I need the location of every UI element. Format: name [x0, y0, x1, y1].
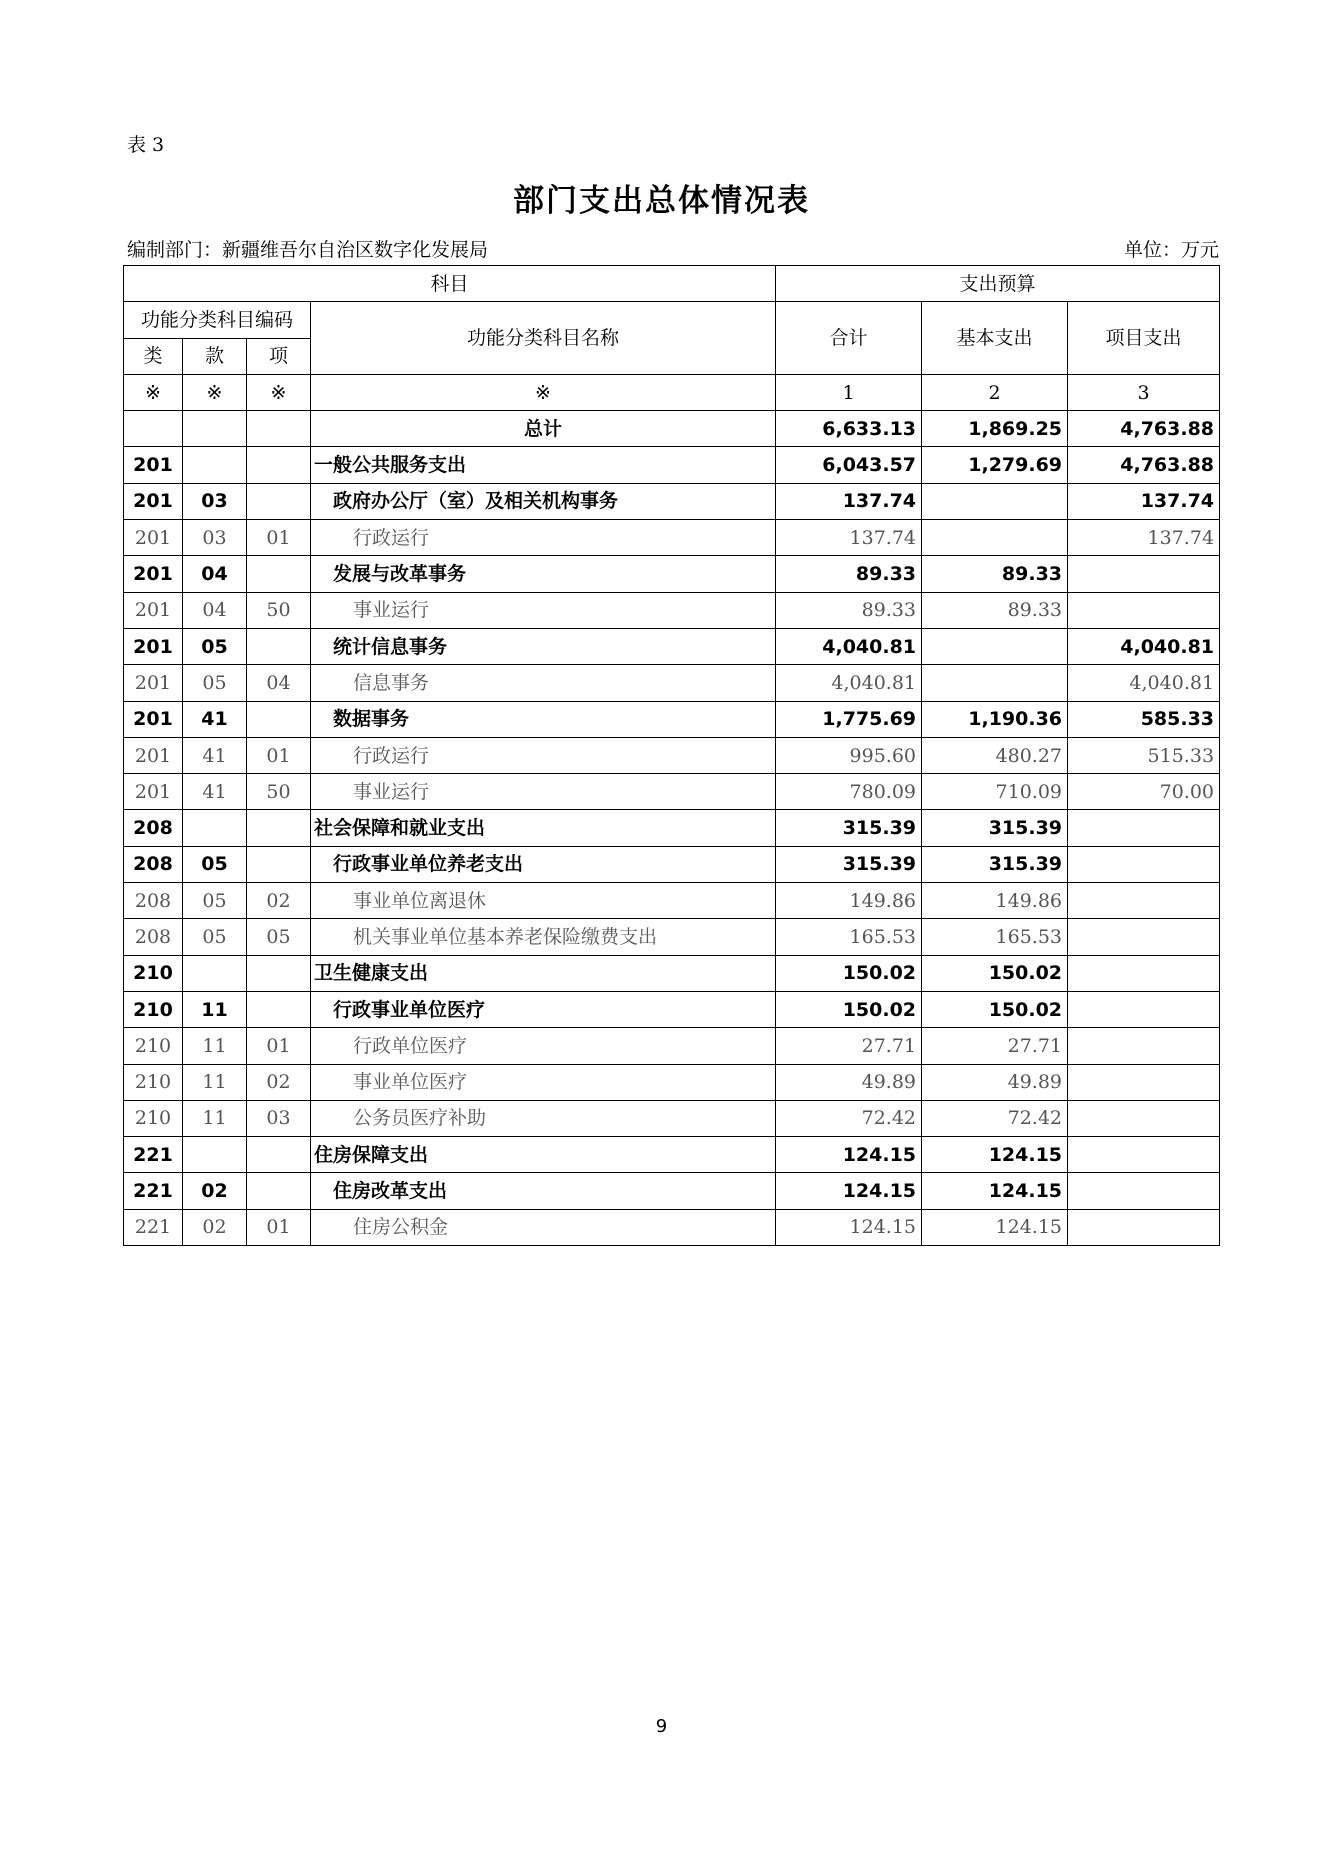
cell-xiang: 01 [247, 1209, 311, 1245]
cell-lei: 201 [124, 701, 183, 737]
cell-lei: 201 [124, 665, 183, 701]
table-row [124, 883, 1220, 919]
cell-project [1068, 1064, 1220, 1100]
cell-basic: 89.33 [922, 556, 1068, 592]
cell-kuan: 41 [183, 737, 247, 773]
cell-name: 机关事业单位基本养老保险缴费支出 [311, 919, 776, 955]
cell-basic: 150.02 [922, 955, 1068, 991]
department-label: 编制部门：新疆维吾尔自治区数字化发展局 [127, 239, 489, 261]
cell-basic: 124.15 [922, 1137, 1068, 1173]
cell-total: 1,775.69 [776, 701, 922, 737]
cell-xiang [247, 991, 311, 1027]
cell-project [1068, 810, 1220, 846]
cell-total: 150.02 [776, 955, 922, 991]
cell-xiang: 01 [247, 520, 311, 556]
header-col-2: 2 [922, 374, 1068, 410]
cell-total: 89.33 [776, 556, 922, 592]
cell-name: 行政运行 [311, 737, 776, 773]
cell-basic: 315.39 [922, 810, 1068, 846]
cell-total: 150.02 [776, 991, 922, 1027]
cell-name: 事业单位离退休 [311, 883, 776, 919]
cell-kuan: 11 [183, 991, 247, 1027]
table-row [124, 737, 1220, 773]
cell-name: 数据事务 [311, 701, 776, 737]
cell-lei: 201 [124, 628, 183, 664]
cell-xiang [247, 846, 311, 882]
cell-total: 49.89 [776, 1064, 922, 1100]
table-row [124, 1100, 1220, 1136]
total-xiang [247, 411, 311, 447]
table-row [124, 701, 1220, 737]
cell-total: 149.86 [776, 883, 922, 919]
table-row [124, 628, 1220, 664]
cell-kuan [183, 447, 247, 483]
cell-total: 165.53 [776, 919, 922, 955]
cell-lei: 221 [124, 1137, 183, 1173]
cell-lei: 210 [124, 1028, 183, 1064]
expenditure-table [123, 265, 1220, 1246]
cell-total: 124.15 [776, 1209, 922, 1245]
cell-xiang: 04 [247, 665, 311, 701]
header-col-1: 1 [776, 374, 922, 410]
cell-total: 315.39 [776, 810, 922, 846]
header-code-group: 功能分类科目编码 [124, 302, 311, 338]
cell-project [1068, 955, 1220, 991]
page-title: 部门支出总体情况表 [513, 183, 810, 219]
cell-total: 27.71 [776, 1028, 922, 1064]
cell-basic: 1,279.69 [922, 447, 1068, 483]
cell-basic: 124.15 [922, 1173, 1068, 1209]
cell-name: 一般公共服务支出 [311, 447, 776, 483]
cell-basic: 710.09 [922, 774, 1068, 810]
table-row [124, 1209, 1220, 1245]
cell-kuan: 11 [183, 1028, 247, 1064]
cell-total: 124.15 [776, 1137, 922, 1173]
cell-lei: 201 [124, 447, 183, 483]
header-col-3: 3 [1068, 374, 1220, 410]
cell-kuan [183, 1137, 247, 1173]
cell-project [1068, 1209, 1220, 1245]
header-project: 项目支出 [1068, 302, 1220, 375]
cell-xiang [247, 628, 311, 664]
cell-kuan: 05 [183, 919, 247, 955]
cell-name: 行政事业单位养老支出 [311, 846, 776, 882]
cell-kuan: 05 [183, 883, 247, 919]
cell-lei: 210 [124, 1100, 183, 1136]
cell-lei: 210 [124, 991, 183, 1027]
table-row [124, 556, 1220, 592]
cell-lei: 208 [124, 810, 183, 846]
cell-kuan: 05 [183, 846, 247, 882]
cell-xiang: 02 [247, 883, 311, 919]
cell-kuan: 02 [183, 1209, 247, 1245]
cell-xiang: 03 [247, 1100, 311, 1136]
cell-project [1068, 1100, 1220, 1136]
cell-project [1068, 883, 1220, 919]
cell-kuan: 05 [183, 665, 247, 701]
header-lei: 类 [124, 338, 183, 374]
cell-basic: 149.86 [922, 883, 1068, 919]
table-row [124, 665, 1220, 701]
cell-project [1068, 1137, 1220, 1173]
cell-basic: 49.89 [922, 1064, 1068, 1100]
cell-project [1068, 846, 1220, 882]
cell-project [1068, 592, 1220, 628]
cell-name: 发展与改革事务 [311, 556, 776, 592]
header-xiang: 项 [247, 338, 311, 374]
cell-name: 政府办公厅（室）及相关机构事务 [311, 483, 776, 519]
cell-total: 137.74 [776, 520, 922, 556]
page-number: 9 [655, 1716, 668, 1737]
cell-xiang [247, 1137, 311, 1173]
cell-basic [922, 665, 1068, 701]
table-row [124, 991, 1220, 1027]
cell-name: 住房公积金 [311, 1209, 776, 1245]
cell-project: 4,040.81 [1068, 628, 1220, 664]
cell-basic: 315.39 [922, 846, 1068, 882]
cell-total: 780.09 [776, 774, 922, 810]
cell-total: 89.33 [776, 592, 922, 628]
cell-xiang [247, 447, 311, 483]
cell-basic: 27.71 [922, 1028, 1068, 1064]
cell-name: 住房改革支出 [311, 1173, 776, 1209]
cell-project: 585.33 [1068, 701, 1220, 737]
cell-total: 995.60 [776, 737, 922, 773]
cell-project [1068, 1028, 1220, 1064]
total-name: 总计 [311, 411, 776, 447]
cell-kuan: 04 [183, 556, 247, 592]
cell-xiang: 01 [247, 1028, 311, 1064]
cell-project: 137.74 [1068, 520, 1220, 556]
cell-xiang [247, 1173, 311, 1209]
cell-kuan: 05 [183, 628, 247, 664]
table-row [124, 483, 1220, 519]
cell-basic: 480.27 [922, 737, 1068, 773]
cell-xiang [247, 955, 311, 991]
table-row [124, 846, 1220, 882]
table-row [124, 520, 1220, 556]
cell-xiang: 02 [247, 1064, 311, 1100]
cell-basic [922, 628, 1068, 664]
cell-lei: 208 [124, 883, 183, 919]
total-lei [124, 411, 183, 447]
cell-lei: 201 [124, 592, 183, 628]
table-row [124, 1028, 1220, 1064]
cell-project [1068, 556, 1220, 592]
cell-name: 统计信息事务 [311, 628, 776, 664]
cell-project: 137.74 [1068, 483, 1220, 519]
cell-lei: 201 [124, 774, 183, 810]
cell-name: 社会保障和就业支出 [311, 810, 776, 846]
cell-total: 137.74 [776, 483, 922, 519]
cell-project [1068, 919, 1220, 955]
header-mark-xiang: ※ [247, 374, 311, 410]
header-basic: 基本支出 [922, 302, 1068, 375]
cell-project [1068, 991, 1220, 1027]
cell-kuan: 03 [183, 483, 247, 519]
cell-name: 行政运行 [311, 520, 776, 556]
cell-lei: 208 [124, 846, 183, 882]
header-subject: 科目 [124, 266, 776, 302]
table-row [124, 774, 1220, 810]
total-row [124, 411, 1220, 447]
cell-kuan: 11 [183, 1064, 247, 1100]
cell-total: 4,040.81 [776, 628, 922, 664]
cell-lei: 201 [124, 483, 183, 519]
cell-name: 信息事务 [311, 665, 776, 701]
table-row [124, 447, 1220, 483]
cell-lei: 201 [124, 737, 183, 773]
cell-name: 行政单位医疗 [311, 1028, 776, 1064]
cell-basic: 124.15 [922, 1209, 1068, 1245]
cell-kuan: 02 [183, 1173, 247, 1209]
cell-total: 315.39 [776, 846, 922, 882]
cell-name: 公务员医疗补助 [311, 1100, 776, 1136]
cell-project [1068, 1173, 1220, 1209]
cell-xiang [247, 483, 311, 519]
cell-name: 事业运行 [311, 774, 776, 810]
header-row-2 [124, 302, 1220, 338]
cell-kuan: 03 [183, 520, 247, 556]
cell-xiang [247, 556, 311, 592]
cell-lei: 210 [124, 955, 183, 991]
cell-lei: 208 [124, 919, 183, 955]
header-budget: 支出预算 [776, 266, 1220, 302]
table-row [124, 1137, 1220, 1173]
cell-lei: 201 [124, 556, 183, 592]
header-kuan: 款 [183, 338, 247, 374]
cell-xiang: 50 [247, 774, 311, 810]
cell-xiang: 01 [247, 737, 311, 773]
table-row [124, 592, 1220, 628]
total-project: 4,763.88 [1068, 411, 1220, 447]
cell-xiang [247, 701, 311, 737]
table-row [124, 1064, 1220, 1100]
cell-name: 事业单位医疗 [311, 1064, 776, 1100]
total-basic: 1,869.25 [922, 411, 1068, 447]
cell-project: 515.33 [1068, 737, 1220, 773]
header-row-1 [124, 266, 1220, 302]
header-name: 功能分类科目名称 [311, 302, 776, 375]
cell-total: 4,040.81 [776, 665, 922, 701]
cell-basic: 89.33 [922, 592, 1068, 628]
cell-total: 72.42 [776, 1100, 922, 1136]
cell-basic [922, 483, 1068, 519]
cell-name: 卫生健康支出 [311, 955, 776, 991]
cell-kuan [183, 810, 247, 846]
cell-basic [922, 520, 1068, 556]
table-body [124, 266, 1220, 1246]
cell-lei: 210 [124, 1064, 183, 1100]
cell-kuan: 41 [183, 774, 247, 810]
cell-basic: 1,190.36 [922, 701, 1068, 737]
total-total: 6,633.13 [776, 411, 922, 447]
cell-project: 4,763.88 [1068, 447, 1220, 483]
table-row [124, 919, 1220, 955]
cell-lei: 221 [124, 1173, 183, 1209]
cell-kuan: 41 [183, 701, 247, 737]
cell-xiang [247, 810, 311, 846]
cell-name: 行政事业单位医疗 [311, 991, 776, 1027]
header-mark-lei: ※ [124, 374, 183, 410]
cell-basic: 150.02 [922, 991, 1068, 1027]
header-total: 合计 [776, 302, 922, 375]
cell-lei: 221 [124, 1209, 183, 1245]
header-row-4 [124, 374, 1220, 410]
cell-total: 124.15 [776, 1173, 922, 1209]
table-row [124, 1173, 1220, 1209]
cell-kuan [183, 955, 247, 991]
cell-xiang: 05 [247, 919, 311, 955]
cell-basic: 72.42 [922, 1100, 1068, 1136]
cell-name: 住房保障支出 [311, 1137, 776, 1173]
cell-project: 4,040.81 [1068, 665, 1220, 701]
cell-total: 6,043.57 [776, 447, 922, 483]
header-mark-kuan: ※ [183, 374, 247, 410]
table-row [124, 810, 1220, 846]
cell-xiang: 50 [247, 592, 311, 628]
cell-kuan: 11 [183, 1100, 247, 1136]
unit-label: 单位：万元 [1123, 239, 1219, 261]
cell-project: 70.00 [1068, 774, 1220, 810]
cell-kuan: 04 [183, 592, 247, 628]
total-kuan [183, 411, 247, 447]
cell-basic: 165.53 [922, 919, 1068, 955]
cell-name: 事业运行 [311, 592, 776, 628]
cell-lei: 201 [124, 520, 183, 556]
header-mark-name: ※ [311, 374, 776, 410]
table-row [124, 955, 1220, 991]
table-label: 表 3 [127, 134, 165, 156]
